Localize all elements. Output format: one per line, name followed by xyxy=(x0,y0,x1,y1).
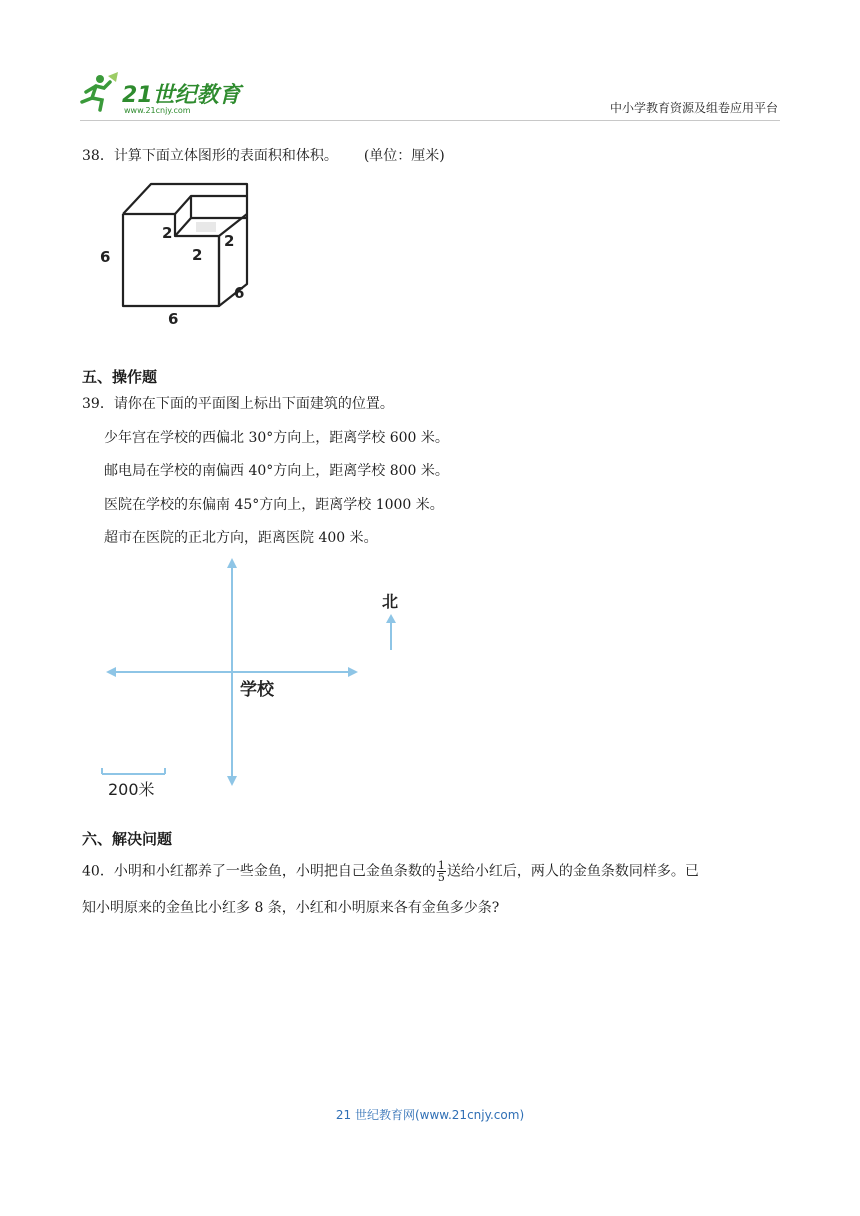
fraction-denominator: 5 xyxy=(437,871,445,884)
question-38 xyxy=(82,146,445,166)
fraction-numerator: 1 xyxy=(437,859,445,872)
platform-label: 中小学教育资源及组卷应用平台 xyxy=(609,101,778,115)
depth-label: 6 xyxy=(234,284,245,302)
question-number: 39． xyxy=(82,396,114,412)
question-number: 40． xyxy=(82,863,114,880)
question-text-cont: 送给小红后，两人的金鱼条数同样多。已 xyxy=(446,863,699,880)
section-title-6: 六、解决问题 xyxy=(82,830,173,848)
q39-line-4: 超市在医院的正北方向，距离医院 400 米。 xyxy=(104,530,378,546)
question-39 xyxy=(82,394,394,414)
width-label: 6 xyxy=(168,310,179,328)
height-label: 6 xyxy=(100,248,111,266)
question-40-line-2: 知小明原来的金鱼比小红多 8 条，小红和小明原来各有金鱼多少条? xyxy=(82,900,500,916)
north-arrowhead-icon xyxy=(227,558,237,568)
notch-height-label: 2 xyxy=(162,224,173,242)
section-title-5: 五、操作题 xyxy=(82,368,158,386)
direction-map xyxy=(100,556,420,804)
logo-url: www.21cnjy.com xyxy=(124,106,191,115)
north-label: 北 xyxy=(382,592,399,611)
compass-north-arrow-icon xyxy=(386,614,396,623)
question-number: 38． xyxy=(82,148,114,164)
site-logo xyxy=(78,70,248,116)
q39-line-1: 少年宫在学校的西偏北 30°方向上，距离学校 600 米。 xyxy=(104,430,449,446)
q39-line-2: 邮电局在学校的南偏西 40°方向上，距离学校 800 米。 xyxy=(104,463,449,479)
question-40 xyxy=(82,860,699,883)
runner-logo-icon xyxy=(78,70,248,116)
school-label: 学校 xyxy=(240,680,274,700)
page-footer: 21 世纪教育网(www.21cnjy.com) xyxy=(335,1108,525,1122)
fraction-one-fifth xyxy=(437,860,446,883)
question-text: 计算下面立体图形的表面积和体积。 xyxy=(113,148,338,164)
unit-note: (单位：厘米) xyxy=(363,148,445,164)
east-arrowhead-icon xyxy=(348,667,358,677)
logo-text: 21世纪教育 xyxy=(122,83,241,108)
question-text: 小明和小红都养了一些金鱼，小明把自己金鱼条数的 xyxy=(113,863,436,880)
notch-width-label: 2 xyxy=(192,246,203,264)
header-divider xyxy=(80,120,780,121)
notch-shading xyxy=(196,222,216,232)
south-arrowhead-icon xyxy=(227,776,237,786)
question-text: 请你在下面的平面图上标出下面建筑的位置。 xyxy=(113,396,394,412)
scale-label: 200米 xyxy=(108,780,155,799)
solid-figure-diagram xyxy=(96,178,266,328)
notch-depth-label: 2 xyxy=(224,232,235,250)
q39-line-3: 医院在学校的东偏南 45°方向上，距离学校 1000 米。 xyxy=(104,497,444,513)
west-arrowhead-icon xyxy=(106,667,116,677)
